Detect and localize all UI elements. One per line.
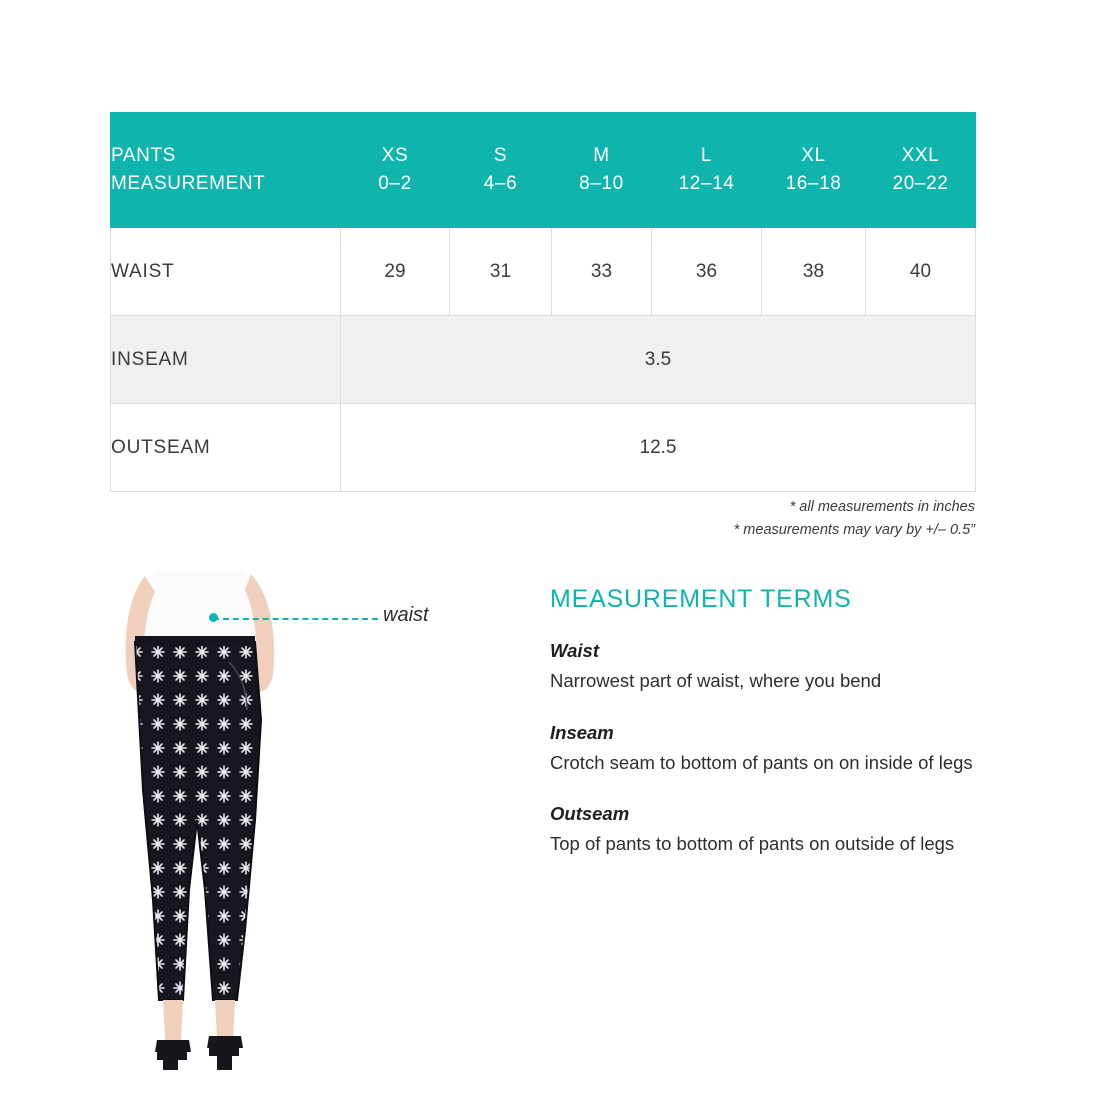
- table-row: [111, 228, 976, 316]
- term-name: Waist: [550, 640, 600, 661]
- size-code: M: [593, 145, 610, 167]
- size-range: 8–10: [579, 173, 624, 194]
- header-size-m: [552, 113, 652, 228]
- term-name: Inseam: [550, 721, 614, 743]
- waist-l: 36: [652, 228, 762, 316]
- waist-s: 31: [450, 228, 552, 316]
- header-size-s: [450, 113, 552, 228]
- term-description: Crotch seam to bottom of pants on on inside of legs: [550, 751, 973, 773]
- waist-xl: 38: [762, 228, 866, 316]
- header-size-xxl: [866, 113, 976, 228]
- table-row: [111, 316, 976, 404]
- inseam-value: 3.5: [341, 316, 976, 404]
- note-tolerance: * measurements may vary by +/– 0.5”: [733, 522, 975, 539]
- size-range: 12–14: [678, 173, 735, 194]
- measurement-terms-title: MEASUREMENT TERMS: [550, 585, 852, 613]
- term-outseam: [550, 803, 1000, 859]
- header-size-xs: [341, 113, 450, 228]
- header-measurement-label: [111, 113, 341, 228]
- row-label-outseam: OUTSEAM: [111, 404, 341, 492]
- header-title-line2: MEASUREMENT: [111, 173, 266, 194]
- outseam-value: 12.5: [341, 404, 976, 492]
- size-range: 20–22: [892, 173, 949, 194]
- header-size-l: [652, 113, 762, 228]
- size-chart-table: [110, 112, 976, 492]
- header-title-line1: PANTS: [111, 145, 176, 167]
- row-label-waist: WAIST: [111, 228, 341, 316]
- term-inseam: [550, 722, 1000, 778]
- waist-callout-label: waist: [383, 604, 429, 626]
- term-name: Outseam: [550, 803, 630, 825]
- measurement-notes: [734, 496, 975, 543]
- size-code: XL: [801, 145, 826, 167]
- waist-callout-line: [213, 618, 378, 620]
- size-code: S: [493, 145, 508, 167]
- size-code: XXL: [901, 145, 940, 167]
- waist-xs: 29: [341, 228, 450, 316]
- term-description: Narrowest part of waist, where you bend: [550, 670, 882, 691]
- table-row: [111, 404, 976, 492]
- measurement-terms-section: [550, 585, 1000, 885]
- size-code: XS: [381, 145, 409, 167]
- size-range: 0–2: [378, 173, 412, 194]
- size-code: L: [700, 145, 713, 167]
- term-waist: [550, 640, 1000, 696]
- size-range: 16–18: [785, 173, 842, 194]
- waist-m: 33: [552, 228, 652, 316]
- waist-xxl: 40: [866, 228, 976, 316]
- term-description: Top of pants to bottom of pants on outside of legs: [550, 833, 955, 855]
- model-photo: [105, 570, 315, 1070]
- header-size-xl: [762, 113, 866, 228]
- row-label-inseam: INSEAM: [111, 316, 341, 404]
- size-range: 4–6: [483, 173, 518, 194]
- note-units: * all measurements in inches: [789, 499, 975, 515]
- table-header-row: [111, 113, 976, 228]
- measurement-illustration: [95, 560, 495, 1080]
